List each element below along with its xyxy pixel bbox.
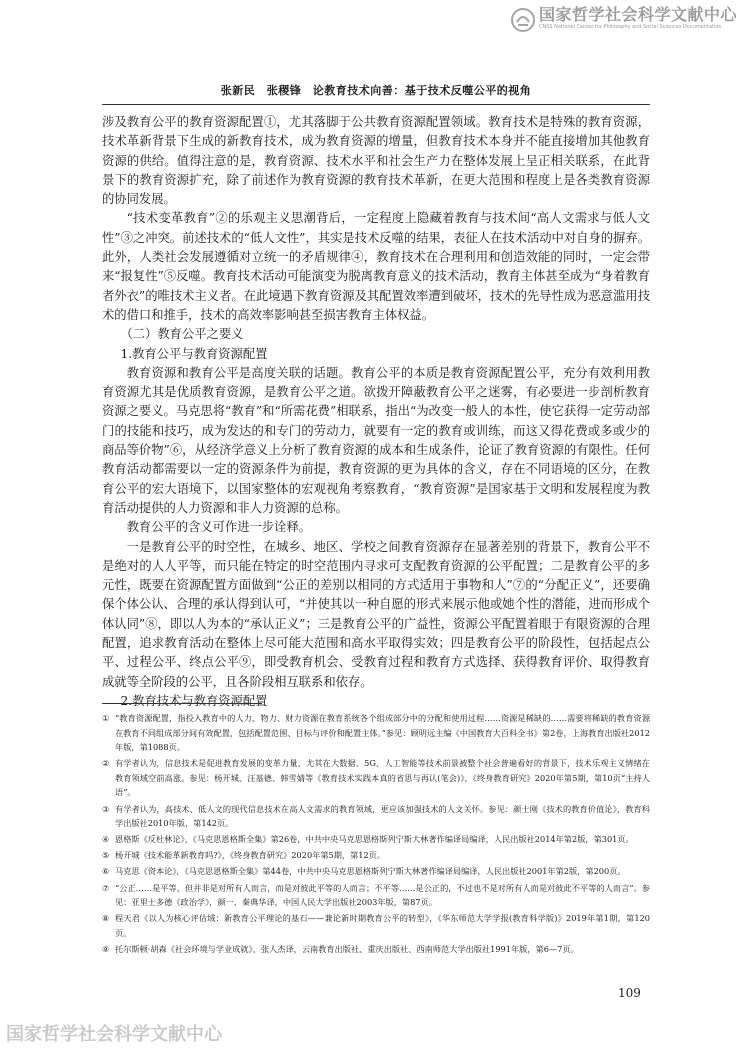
paragraph-5: 一是教育公平的时空性，在城乡、地区、学校之间教育资源存在显著差别的背景下，教育公平不是绝对的人人平等，而只能在特定的时空范围内寻求可支配教育资源的公平配置；二是教育公平的多元性，既要在资源配置方面做到“公正的差别以相同的方式适用于事物和人”⑦的“分配正义”，还要确保个体公认、合理的承认得到认可，“并使其以一种自愿的形式来展示他或她个性的潜能，进而形成个体认同”⑧，即以人为本的“承认正义”；三是教育公平的广益性，资源公平配置着眼于有限资源的合理配置，追求教育活动在整体上尽可能大范围和高水平取得实效；四是教育公平的阶段性，包括起点公平、过程公平、终点公平⑨，即受教育机会、受教育过程和教育方式选择、获得教育评价、取得教育成就等全阶段的公平，且各阶段相互联系和依存。 (102, 539, 650, 689)
footnote (102, 911, 650, 940)
footnote-text: 托尔斯顿·胡森《社会环境与学业成就》，张人杰译，云南教育出版社、重庆出版社、西南师范大学出版社1991年版，第6—7页。 (115, 943, 579, 954)
footnote-mark: ⑧ (102, 913, 110, 924)
logo-title: 国家哲学社会科学文献中心 (539, 5, 738, 24)
footnote (102, 848, 650, 863)
footnote-text: “教育资源配置，指投入教育中的人力、物力、财力资源在教育系统各个组成部分中的分配和使用过程……资源是稀缺的……需要将稀缺的教育资源在教育不同组成部分间有效配置，包括配置范围、目标与评价和配置主体。”参见：顾明远主编《中国教育大百科全书》第2卷，上海教育出版社2012年版，第1088页。 (115, 713, 650, 753)
footnote-text: 有学者认为，高技术、低人文的现代信息技术在高人文需求的教育领域，更应该加强技术的人文关怀。参见：颜士刚《技术的教育价值论》，教育科学出版社2010年版，第142页。 (115, 803, 650, 829)
footnote-text: 杨开城《技术能革新教育吗?》，《终身教育研究》2020年第5期，第12页。 (115, 850, 386, 861)
footnote-mark: ⑤ (102, 850, 110, 861)
logo-subtitle: CNSS National Center for Philosophy and Social Sciences Documentation (539, 24, 722, 30)
subsection-heading-2: 2.教育技术与教育资源配置 (120, 693, 268, 708)
header-rule (102, 104, 650, 105)
footnote (102, 864, 650, 879)
paragraph-3: 教育资源和教育公平是高度关联的话题。教育公平的本质是教育资源配置公平，充分有效利用教育资源尤其是优质教育资源，是教育公平之道。欲拨开障蔽教育公平之迷雾，有必要进一步剖析教育资源之要义。马克思将“教育”和“所需花费”相联系，指出“为改变一般人的本性，使它获得一定劳动部门的技能和技巧，成为发达的和专门的劳动力，就要有一定的教育或训练，而这又得花费或多或少的商品等价物”⑥，从经济学意义上分析了教育资源的成本和生成条件，论证了教育资源的有限性。任何教育活动都需要以一定的资源条件为前提，教育资源的更为具体的含义，存在不同语境的区分，在教育公平的宏大语境下，以国家整体的宏观视角考察教育，“教育资源”是国家基于文明和发展程度为教育活动提供的人力资源和非人力资源的总称。 (102, 365, 650, 515)
footnote (102, 802, 650, 831)
footnote-mark: ② (102, 758, 110, 769)
footnote-text: “公正……是平等，但并非是对所有人而言，而是对彼此平等的人而言；不平等……是公正的，不过也不是对所有人而是对彼此不平等的人而言”。参见：亚里士多德《政治学》，颜一、秦典华译，中国人民大学出版社2003年版，第87页。 (115, 882, 650, 908)
footnote (102, 942, 650, 957)
cnss-seal-icon (511, 8, 535, 32)
article-body (102, 113, 650, 711)
section-heading-2: （二）教育公平之要义 (120, 327, 244, 342)
footnote-mark: ③ (102, 803, 110, 814)
footnote (102, 881, 650, 910)
footnote (102, 756, 650, 800)
footnote-mark: ⑦ (102, 882, 110, 893)
footnote-text: 程天君《以人为核心评估域：新教育公平理论的基石——兼论新时期教育公平的转型》，《华东师范大学学报(教育科学版)》2019年第1期，第120页。 (115, 913, 650, 938)
paragraph-1: 涉及教育公平的教育资源配置①，尤其落脚于公共教育资源配置领域。教育技术是特殊的教育资源，技术革新背景下生成的新教育技术，成为教育资源的增量，但教育技术本身并不能直接增加其他教育资源的供给。值得注意的是，教育资源、技术水平和社会生产力在整体发展上呈正相关联系，在此背景下的教育资源扩充，除了前述作为教育资源的教育技术革新，在更大范围和程度上是各类教育资源的协同发展。 (102, 115, 650, 207)
paragraph-2: “技术变革教育”②的乐观主义思潮背后，一定程度上隐藏着教育与技术间“高人文需求与低人文性”③之冲突。前述技术的“低人文性”，其实是技术反噬的结果，表征人在技术活动中对自身的摒弃。此外，人类社会发展遵循对立统一的矛盾规律④，教育技术在合理利用和创造效能的同时，一定会带来“报复性”⑤反噬。教育技术活动可能演变为脱离教育意义的技术活动，教育主体甚至成为“身着教育者外衣”的唯技术主义者。在此境遇下教育资源及其配置效率遭到破坏，技术的先导性成为恶意滥用技术的借口和推手，技术的高效率影响甚至损害教育主体权益。 (102, 211, 650, 322)
footnote-mark: ④ (102, 834, 110, 845)
running-header: 张新民 张稷锋 论教育技术向善：基于技术反噬公平的视角 (220, 84, 532, 97)
footnotes (102, 711, 650, 958)
site-logo (511, 6, 743, 40)
subsection-heading-1: 1.教育公平与教育资源配置 (120, 346, 268, 361)
footnote (102, 832, 650, 847)
footnote-rule (102, 703, 262, 704)
footnote-text: 恩格斯《反杜林论》，《马克思恩格斯全集》第26卷，中共中央马克思恩格斯列宁斯大林著作编译局编译，人民出版社2014年第2版，第301页。 (115, 834, 634, 845)
watermark-band: 国家哲学社会科学文献中心 (6, 1024, 222, 1045)
footnote-mark: ⑨ (102, 943, 110, 954)
footnote (102, 711, 650, 755)
footnote-text: 有学者认为，信息技术是促进教育发展的变革力量，尤其在大数据、5G、人工智能等技术前景被整个社会普遍看好的背景下，技术乐观主义情绪在教育领域空前高涨。参见：杨开城、汪基德、韩雪婧等《教育技术实践本真的省思与再认(笔会)》，《终身教育研究》2020年第5期，第10页“主持人语”。 (115, 758, 650, 798)
footnote-mark: ① (102, 713, 110, 723)
paragraph-4: 教育公平的含义可作进一步诠释。 (126, 520, 312, 535)
footnote-mark: ⑥ (102, 866, 110, 877)
page-number: 109 (618, 986, 641, 1000)
footnote-text: 马克思《资本论》，《马克思恩格斯全集》第44卷，中共中央马克思恩格斯列宁斯大林著作编译局编译，人民出版社2001年第2版，第200页。 (115, 866, 626, 877)
